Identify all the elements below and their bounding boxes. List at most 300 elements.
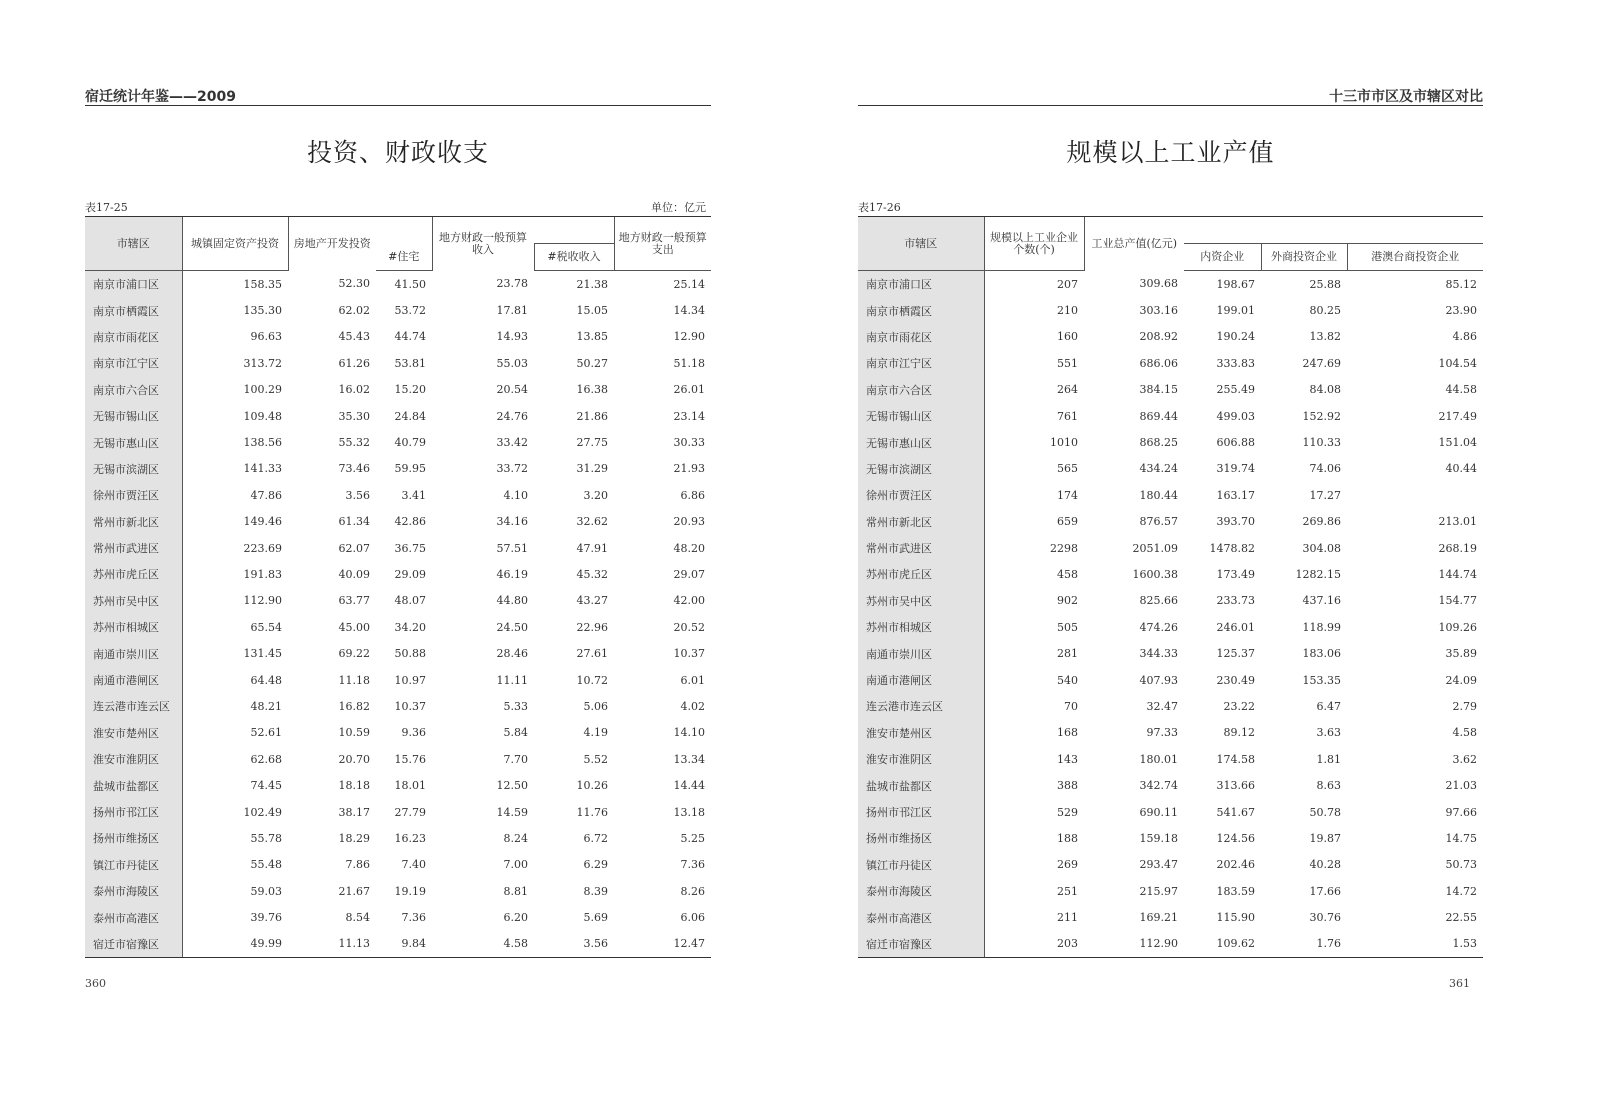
industrial-table-body — [858, 271, 1483, 958]
row-value: 46.19 — [496, 567, 528, 581]
row-value: 30.33 — [673, 436, 705, 450]
row-value: 23.14 — [673, 409, 705, 423]
header-rule-right — [858, 105, 1483, 106]
row-value: 1478.82 — [1209, 541, 1255, 555]
row-value: 319.74 — [1216, 462, 1255, 476]
row-value: 48.07 — [394, 594, 426, 608]
row-area-name: 常州市新北区 — [85, 509, 182, 535]
row-value: 52.61 — [250, 726, 282, 740]
row-value: 21.67 — [338, 884, 370, 898]
row-value: 44.74 — [394, 330, 426, 344]
row-area-name: 南京市雨花区 — [85, 324, 182, 350]
header-blank-2 — [534, 217, 614, 244]
row-area-name: 泰州市高港区 — [85, 904, 182, 930]
row-value: 213.01 — [1438, 515, 1478, 529]
row-value: 3.63 — [1316, 726, 1341, 740]
row-value: 55.03 — [496, 356, 528, 370]
row-value: 2051.09 — [1132, 541, 1178, 555]
table-row — [85, 852, 711, 878]
row-area-name: 苏州市相城区 — [85, 614, 182, 640]
row-value: 33.72 — [496, 462, 528, 476]
row-value: 407.93 — [1139, 673, 1178, 687]
row-area-name: 扬州市维扬区 — [858, 825, 984, 851]
row-value: 6.01 — [680, 673, 705, 687]
row-value: 869.44 — [1139, 409, 1178, 423]
row-value: 12.50 — [496, 779, 528, 793]
row-value: 6.20 — [503, 911, 528, 925]
unit-label: 单位：亿元 — [651, 201, 706, 214]
running-head-left: 宿迁统计年鉴——2009 — [85, 89, 236, 105]
row-area-name: 宿迁市宿豫区 — [858, 931, 984, 958]
row-value: 198.67 — [1216, 277, 1255, 291]
row-value: 268.19 — [1438, 541, 1478, 555]
row-value: 5.84 — [503, 726, 528, 740]
row-value: 6.86 — [680, 488, 705, 502]
row-value: 53.81 — [394, 356, 426, 370]
row-value: 35.89 — [1445, 647, 1478, 661]
row-value: 7.36 — [680, 858, 705, 872]
row-value: 269 — [1057, 858, 1078, 872]
investment-table-body — [85, 271, 711, 958]
row-value: 163.17 — [1216, 488, 1255, 502]
header-area-right: 市辖区 — [858, 217, 984, 271]
table-row — [85, 561, 711, 587]
table-row — [858, 852, 1483, 878]
row-value: 499.03 — [1216, 409, 1255, 423]
row-value: 11.76 — [576, 805, 608, 819]
row-value: 6.72 — [583, 831, 608, 845]
header-area: 市辖区 — [85, 217, 182, 271]
row-value: 541.67 — [1216, 805, 1255, 819]
row-value: 188 — [1057, 831, 1078, 845]
table-row — [85, 825, 711, 851]
table-row — [858, 693, 1483, 719]
row-value: 9.36 — [401, 726, 426, 740]
row-value: 5.25 — [680, 831, 705, 845]
row-value: 393.70 — [1216, 515, 1255, 529]
row-value: 62.68 — [250, 752, 282, 766]
row-value: 251 — [1057, 884, 1078, 898]
row-area-name: 泰州市海陵区 — [858, 878, 984, 904]
row-value: 57.51 — [496, 541, 528, 555]
table-number-left: 表17-25 — [85, 201, 128, 214]
row-value: 247.69 — [1302, 356, 1341, 370]
row-value: 4.58 — [432, 931, 534, 958]
row-value: 174 — [1057, 488, 1078, 502]
row-value: 690.11 — [1139, 805, 1178, 819]
row-value: 255.49 — [1216, 383, 1255, 397]
row-area-name: 扬州市维扬区 — [85, 825, 182, 851]
row-value: 902 — [1057, 594, 1078, 608]
row-value: 21.86 — [576, 409, 608, 423]
row-value: 14.93 — [496, 330, 528, 344]
row-value: 173.49 — [1216, 567, 1255, 581]
row-value: 223.69 — [243, 541, 282, 555]
row-value: 24.84 — [394, 409, 426, 423]
row-value: 14.75 — [1445, 831, 1478, 845]
row-value: 388 — [1057, 779, 1078, 793]
row-value: 217.49 — [1438, 409, 1478, 423]
table-row — [858, 350, 1483, 376]
row-value: 25.14 — [673, 277, 705, 291]
row-value: 97.66 — [1445, 805, 1478, 819]
row-value: 9.84 — [376, 931, 432, 958]
row-value: 61.34 — [338, 515, 370, 529]
table-row — [858, 588, 1483, 614]
row-value: 565 — [1057, 462, 1078, 476]
row-value: 1.53 — [1347, 931, 1483, 958]
row-value: 141.33 — [243, 462, 282, 476]
row-value: 5.33 — [503, 699, 528, 713]
table-row — [85, 350, 711, 376]
row-value: 61.26 — [338, 356, 370, 370]
row-value: 55.48 — [250, 858, 282, 872]
row-area-name: 南京市栖霞区 — [858, 297, 984, 323]
row-value: 1282.15 — [1295, 567, 1341, 581]
table-row — [85, 746, 711, 772]
row-value: 89.12 — [1223, 726, 1255, 740]
left-page — [0, 0, 804, 1099]
row-value: 8.81 — [503, 884, 528, 898]
row-area-name: 苏州市虎丘区 — [858, 561, 984, 587]
row-value: 109.48 — [243, 409, 282, 423]
row-value: 35.30 — [338, 409, 370, 423]
right-page — [804, 0, 1609, 1099]
row-value: 304.08 — [1302, 541, 1341, 555]
row-area-name: 泰州市海陵区 — [85, 878, 182, 904]
row-value: 12.90 — [673, 330, 705, 344]
row-value: 17.27 — [1309, 488, 1341, 502]
header-fiscal-revenue: 地方财政一般预算收入 — [432, 217, 534, 271]
table-row — [85, 403, 711, 429]
header-tax-revenue: #税收收入 — [534, 244, 614, 271]
table-row — [85, 588, 711, 614]
row-value: 7.00 — [503, 858, 528, 872]
table-row — [858, 429, 1483, 455]
row-area-name: 淮安市淮阴区 — [858, 746, 984, 772]
row-value: 135.30 — [243, 304, 282, 318]
row-value: 29.09 — [394, 567, 426, 581]
row-value: 8.24 — [503, 831, 528, 845]
header-blank — [376, 217, 432, 244]
row-value: 74.06 — [1309, 462, 1341, 476]
row-value: 38.17 — [338, 805, 370, 819]
row-value: 168 — [1057, 726, 1078, 740]
row-value: 5.69 — [583, 911, 608, 925]
table-row — [858, 878, 1483, 904]
row-value: 65.54 — [250, 620, 282, 634]
row-value: 313.66 — [1216, 779, 1255, 793]
row-value: 62.07 — [338, 541, 370, 555]
row-area-name: 南通市崇川区 — [858, 640, 984, 666]
row-value: 505 — [1057, 620, 1078, 634]
row-area-name: 南京市江宁区 — [858, 350, 984, 376]
row-value: 474.26 — [1139, 620, 1178, 634]
row-value: 59.03 — [250, 884, 282, 898]
row-value: 10.72 — [576, 673, 608, 687]
row-value: 309.68 — [1139, 277, 1178, 291]
row-value: 10.37 — [394, 699, 426, 713]
row-value: 293.47 — [1139, 858, 1178, 872]
row-value: 14.72 — [1445, 884, 1478, 898]
table-row — [858, 509, 1483, 535]
row-value: 14.10 — [673, 726, 705, 740]
row-value: 6.47 — [1316, 699, 1341, 713]
row-value: 2298 — [1050, 541, 1078, 555]
table-row — [85, 878, 711, 904]
row-value: 62.02 — [338, 304, 370, 318]
row-value: 45.00 — [338, 620, 370, 634]
row-value: 4.02 — [680, 699, 705, 713]
row-value: 158.35 — [243, 277, 282, 291]
row-value: 70 — [1064, 699, 1078, 713]
row-value: 180.01 — [1139, 752, 1178, 766]
row-value: 202.46 — [1216, 858, 1255, 872]
row-area-name: 无锡市滨湖区 — [858, 456, 984, 482]
row-value: 344.33 — [1139, 647, 1178, 661]
row-value: 3.20 — [583, 488, 608, 502]
table-row — [858, 667, 1483, 693]
header-residential: #住宅 — [376, 244, 432, 271]
row-value: 109.26 — [1438, 620, 1478, 634]
row-value: 210 — [1057, 304, 1078, 318]
row-area-name: 苏州市吴中区 — [858, 588, 984, 614]
row-value: 63.77 — [338, 594, 370, 608]
row-value: 233.73 — [1216, 594, 1255, 608]
row-area-name: 镇江市丹徒区 — [85, 852, 182, 878]
row-value: 47.91 — [576, 541, 608, 555]
row-area-name: 无锡市惠山区 — [858, 429, 984, 455]
row-area-name: 盐城市盐都区 — [85, 772, 182, 798]
row-value: 160 — [1057, 330, 1078, 344]
table-number-right: 表17-26 — [858, 201, 901, 214]
row-value: 4.58 — [1452, 726, 1478, 740]
row-value — [1347, 482, 1483, 508]
header-domestic: 内资企业 — [1184, 244, 1261, 271]
header-foreign: 外商投资企业 — [1261, 244, 1347, 271]
row-area-name: 南京市栖霞区 — [85, 297, 182, 323]
table-row — [85, 377, 711, 403]
row-area-name: 宿迁市宿豫区 — [85, 931, 182, 958]
row-area-name: 淮安市楚州区 — [85, 720, 182, 746]
table-row — [858, 561, 1483, 587]
row-value: 3.56 — [345, 488, 370, 502]
row-value: 36.75 — [394, 541, 426, 555]
row-area-name: 苏州市吴中区 — [85, 588, 182, 614]
row-value: 143 — [1057, 752, 1078, 766]
row-value: 10.59 — [338, 726, 370, 740]
row-value: 269.86 — [1302, 515, 1341, 529]
row-value: 16.38 — [576, 383, 608, 397]
row-value: 825.66 — [1139, 594, 1178, 608]
row-value: 34.16 — [496, 515, 528, 529]
row-value: 52.30 — [338, 277, 370, 291]
row-value: 23.90 — [1445, 304, 1478, 318]
row-value: 6.29 — [583, 858, 608, 872]
row-value: 144.74 — [1438, 567, 1478, 581]
row-value: 12.47 — [614, 931, 711, 958]
table-row — [858, 456, 1483, 482]
row-value: 191.83 — [243, 567, 282, 581]
table-row — [85, 720, 711, 746]
row-value: 32.62 — [576, 515, 608, 529]
table-row — [85, 456, 711, 482]
header-blank-right — [1184, 217, 1483, 244]
row-value: 551 — [1057, 356, 1078, 370]
row-area-name: 连云港市连云区 — [85, 693, 182, 719]
row-value: 69.22 — [338, 647, 370, 661]
row-value: 21.03 — [1445, 779, 1478, 793]
row-value: 112.90 — [1084, 931, 1184, 958]
row-value: 51.18 — [673, 356, 705, 370]
row-value: 19.87 — [1309, 831, 1341, 845]
table-row — [85, 904, 711, 930]
row-value: 876.57 — [1139, 515, 1178, 529]
header-rule-left — [85, 105, 711, 106]
row-value: 20.54 — [496, 383, 528, 397]
row-value: 180.44 — [1139, 488, 1178, 502]
row-value: 125.37 — [1216, 647, 1255, 661]
table-row — [858, 614, 1483, 640]
header-fiscal-expenditure: 地方财政一般预算支出 — [614, 217, 711, 271]
row-value: 84.08 — [1309, 383, 1341, 397]
row-value: 149.46 — [243, 515, 282, 529]
row-value: 8.63 — [1316, 779, 1341, 793]
row-area-name: 南通市港闸区 — [85, 667, 182, 693]
row-area-name: 南京市浦口区 — [85, 271, 182, 298]
row-value: 110.33 — [1302, 436, 1341, 450]
row-value: 199.01 — [1216, 304, 1255, 318]
row-value: 55.32 — [338, 436, 370, 450]
row-value: 18.18 — [338, 779, 370, 793]
row-value: 104.54 — [1438, 356, 1478, 370]
row-value: 40.79 — [394, 436, 426, 450]
row-value: 11.11 — [496, 673, 528, 687]
row-area-name: 常州市武进区 — [858, 535, 984, 561]
row-value: 50.73 — [1445, 858, 1478, 872]
row-value: 8.39 — [583, 884, 608, 898]
row-value: 14.34 — [673, 304, 705, 318]
row-area-name: 徐州市贾汪区 — [858, 482, 984, 508]
row-value: 42.86 — [394, 515, 426, 529]
row-value: 48.20 — [673, 541, 705, 555]
row-area-name: 无锡市滨湖区 — [85, 456, 182, 482]
row-value: 183.06 — [1302, 647, 1341, 661]
row-value: 14.44 — [673, 779, 705, 793]
row-value: 26.01 — [673, 383, 705, 397]
table-row — [858, 904, 1483, 930]
row-value: 208.92 — [1139, 330, 1178, 344]
row-area-name: 南通市港闸区 — [858, 667, 984, 693]
row-value: 174.58 — [1216, 752, 1255, 766]
row-value: 115.90 — [1216, 911, 1255, 925]
table-row — [85, 482, 711, 508]
row-value: 458 — [1057, 567, 1078, 581]
row-value: 96.63 — [250, 330, 282, 344]
row-value: 74.45 — [250, 779, 282, 793]
row-value: 303.16 — [1139, 304, 1178, 318]
row-value: 437.16 — [1302, 594, 1341, 608]
row-value: 1600.38 — [1132, 567, 1178, 581]
row-value: 45.32 — [576, 567, 608, 581]
row-value: 333.83 — [1216, 356, 1255, 370]
table-row — [85, 324, 711, 350]
row-value: 41.50 — [394, 277, 426, 291]
row-area-name: 淮安市淮阴区 — [85, 746, 182, 772]
row-value: 10.26 — [576, 779, 608, 793]
row-value: 342.74 — [1139, 779, 1178, 793]
table-row — [858, 297, 1483, 323]
row-value: 30.76 — [1309, 911, 1341, 925]
row-value: 44.80 — [496, 594, 528, 608]
running-head-right: 十三市市区及市辖区对比 — [1329, 89, 1483, 105]
row-value: 50.78 — [1309, 805, 1341, 819]
row-value: 8.54 — [345, 911, 370, 925]
table-row — [85, 772, 711, 798]
row-value: 50.88 — [394, 647, 426, 661]
page-number-left: 360 — [85, 977, 106, 990]
row-value: 384.15 — [1139, 383, 1178, 397]
table-row — [85, 693, 711, 719]
row-value: 207 — [1057, 277, 1078, 291]
row-value: 29.07 — [673, 567, 705, 581]
row-value: 55.78 — [250, 831, 282, 845]
row-value: 131.45 — [243, 647, 282, 661]
row-value: 15.76 — [394, 752, 426, 766]
row-value: 190.24 — [1216, 330, 1255, 344]
row-value: 3.41 — [401, 488, 426, 502]
row-value: 27.75 — [576, 436, 608, 450]
row-value: 203 — [984, 931, 1084, 958]
table-row — [858, 640, 1483, 666]
row-value: 686.06 — [1139, 356, 1178, 370]
table-row — [858, 772, 1483, 798]
row-area-name: 扬州市邗江区 — [85, 799, 182, 825]
row-value: 151.04 — [1438, 436, 1478, 450]
row-value: 102.49 — [243, 805, 282, 819]
row-value: 152.92 — [1302, 409, 1341, 423]
table-row — [85, 271, 711, 298]
row-value: 4.19 — [583, 726, 608, 740]
row-area-name: 镇江市丹徒区 — [858, 852, 984, 878]
row-value: 7.40 — [401, 858, 426, 872]
row-value: 24.09 — [1445, 673, 1478, 687]
row-value: 230.49 — [1216, 673, 1255, 687]
page-number-right: 361 — [1449, 977, 1470, 990]
row-area-name: 苏州市虎丘区 — [85, 561, 182, 587]
row-value: 18.01 — [394, 779, 426, 793]
row-area-name: 泰州市高港区 — [858, 904, 984, 930]
row-value: 124.56 — [1216, 831, 1255, 845]
row-value: 10.97 — [394, 673, 426, 687]
page-title-right: 规模以上工业产值 — [1066, 138, 1275, 167]
row-area-name: 南京市六合区 — [858, 377, 984, 403]
row-value: 159.18 — [1139, 831, 1178, 845]
row-value: 8.26 — [680, 884, 705, 898]
row-area-name: 无锡市锡山区 — [85, 403, 182, 429]
row-value: 868.25 — [1139, 436, 1178, 450]
header-enterprise-count: 规模以上工业企业个数(个) — [984, 217, 1084, 271]
row-area-name: 常州市新北区 — [858, 509, 984, 535]
row-value: 39.76 — [250, 911, 282, 925]
row-value: 16.02 — [338, 383, 370, 397]
row-value: 1010 — [1050, 436, 1078, 450]
header-hk-macao-taiwan: 港澳台商投资企业 — [1347, 244, 1483, 271]
row-value: 23.78 — [496, 277, 528, 291]
row-value: 281 — [1057, 647, 1078, 661]
row-value: 15.05 — [576, 304, 608, 318]
row-value: 43.27 — [576, 594, 608, 608]
